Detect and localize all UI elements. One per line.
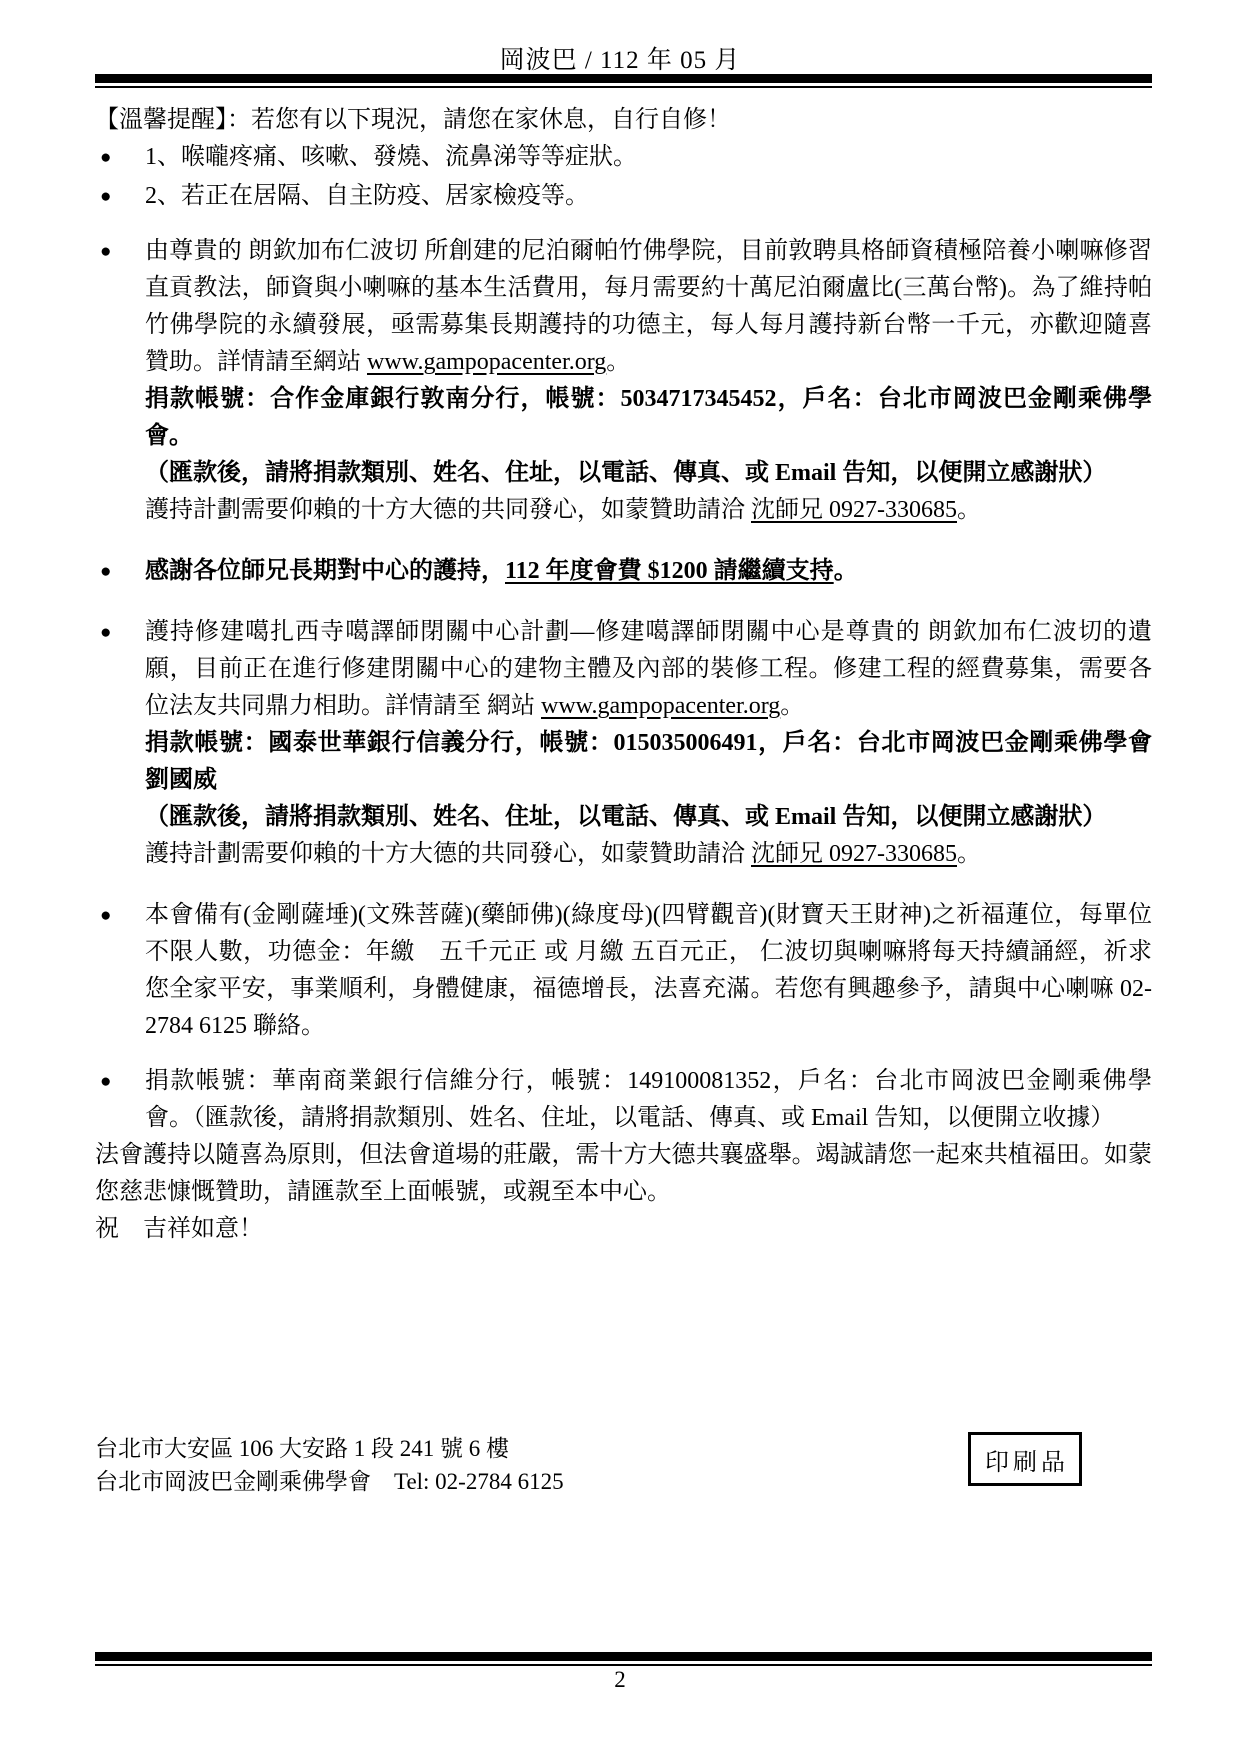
list-item-retreat-center	[95, 614, 1152, 873]
list-item-membership-fee	[95, 553, 1152, 590]
paragraph	[145, 139, 1152, 176]
remittance-note-line	[145, 455, 1152, 492]
donation-account-line	[145, 381, 1152, 455]
paragraph	[145, 553, 1152, 590]
text-run: 。	[957, 497, 981, 523]
paragraph	[145, 233, 1152, 381]
text-run: 捐款帳號：華南商業銀行信維分行，帳號：149100081352，戶名：台北市岡波巴金剛乘佛學會。（匯款後，請將捐款類別、姓名、住址，以電話、傳真、或 Email 告知，以便開立收據）	[145, 1068, 1152, 1131]
list-item-body	[145, 178, 1152, 215]
header-rule	[95, 74, 1152, 88]
text-run: 。	[606, 349, 631, 375]
text-run: 捐款帳號：國泰世華銀行信義分行，帳號：015035006491，戶名：台北市岡波巴金剛乘佛學會劉國威	[145, 730, 1152, 793]
reminder-heading: 【溫馨提醒】：若您有以下現況，請您在家休息，自行自修！	[95, 107, 731, 133]
text-run: 2、若正在居隔、自主防疫、居家檢疫等。	[145, 183, 589, 209]
text-run: 。	[780, 693, 805, 719]
bullet-icon: ●	[100, 241, 112, 262]
bullet-icon: ●	[100, 147, 112, 168]
text-run: 感謝各位師兄長期對中心的護持，	[145, 558, 505, 584]
paragraph	[145, 897, 1152, 1045]
text-run: 由尊貴的 朗欽加布仁波切 所創建的尼泊爾帕竹佛學院，目前敦聘具格師資積極陪養小喇嘛修習直貢教法，師資與小喇嘛的基本生活費用，每月需要約十萬尼泊爾盧比(三萬台幣)。為了維持帕竹佛學院的永續發展，亟需募集長期護持的功德主，每人每月護持新台幣一千元，亦歡迎隨喜贊助。詳情請至網站	[145, 238, 1152, 375]
list-item-blessing-tablets	[95, 897, 1152, 1045]
remittance-note-line	[145, 799, 1152, 836]
list-item-huanan-account	[95, 1063, 1152, 1137]
paragraph	[145, 1063, 1152, 1137]
page-number: 2	[614, 1667, 626, 1692]
blessing-line: 祝 吉祥如意！	[95, 1216, 263, 1242]
address-line-1: 台北市大安區 106 大安路 1 段 241 號 6 樓	[95, 1436, 509, 1461]
bullet-icon: ●	[100, 561, 112, 582]
contact-phone: 沈師兄 0927-330685	[751, 497, 957, 523]
list-item-symptoms	[95, 139, 1152, 176]
list-item-body	[145, 233, 1152, 529]
text-run: 捐款帳號：合作金庫銀行敦南分行，帳號：5034717345452，戶名：台北市岡波巴金剛乘佛學會。	[145, 386, 1152, 449]
list-item-body	[145, 1063, 1152, 1137]
list-item-buddhist-college	[95, 233, 1152, 529]
contact-line	[145, 492, 1152, 529]
text-run: 護持計劃需要仰賴的十方大德的共同發心，如蒙贊助請洽	[145, 497, 751, 523]
contact-phone: 沈師兄 0927-330685	[751, 841, 957, 867]
membership-fee-underline: 112 年度會費 $1200 請繼續支持	[505, 558, 834, 584]
contact-line	[145, 836, 1152, 873]
closing-paragraph: 法會護持以隨喜為原則，但法會道場的莊嚴，需十方大德共襄盛舉。竭誠請您一起來共植福田。如蒙您慈悲慷慨贊助，請匯款至上面帳號，或親至本中心。	[95, 1142, 1152, 1205]
printed-matter-stamp	[968, 1432, 1082, 1486]
stamp-label: 印刷品	[985, 1449, 1069, 1476]
text-run: 1、喉嚨疼痛、咳嗽、發燒、流鼻涕等等症狀。	[145, 144, 637, 170]
text-run: 護持修建噶扎西寺噶譯師閉關中心計劃—修建噶譯師閉關中心是尊貴的 朗欽加布仁波切的遺願，目前正在進行修建閉關中心的建物主體及內部的裝修工程。修建工程的經費募集，需要各位法友共同鼎力相助。詳情請至 網站	[145, 619, 1152, 719]
text-run: 。	[833, 558, 858, 584]
donation-account-line	[145, 725, 1152, 799]
text-run: （匯款後，請將捐款類別、姓名、住址，以電話、傳真、或 Email 告知，以便開立感謝狀）	[145, 460, 1107, 486]
bullet-icon: ●	[100, 622, 112, 643]
list-item-body	[145, 139, 1152, 176]
text-run: （匯款後，請將捐款類別、姓名、住址，以電話、傳真、或 Email 告知，以便開立感謝狀）	[145, 804, 1107, 830]
website-url: www.gampopacenter.org	[367, 349, 607, 375]
text-run: 護持計劃需要仰賴的十方大德的共同發心，如蒙贊助請洽	[145, 841, 751, 867]
address-block	[95, 1432, 564, 1498]
bullet-icon: ●	[100, 186, 112, 207]
list-item-body	[145, 553, 1152, 590]
page-header-title: 岡波巴 / 112 年 05 月	[499, 47, 741, 74]
bullet-icon: ●	[100, 1071, 112, 1092]
text-run: 本會備有(金剛薩埵)(文殊菩薩)(藥師佛)(綠度母)(四臂觀音)(財寶天王財神)之祈福蓮位，每單位不限人數，功德金：年繳 五千元正 或 月繳 五百元正， 仁波切與喇嘛將每天持續誦經，祈求您全家平安，事業順利，身體健康，福德增長，法喜充滿。若您有興趣參予，請與中心喇嘛 02-2784 6125 聯絡。	[145, 902, 1152, 1039]
text-run: 。	[957, 841, 981, 867]
document-body	[95, 102, 1152, 1248]
paragraph	[145, 178, 1152, 215]
website-url: www.gampopacenter.org	[541, 693, 781, 719]
list-item-body	[145, 897, 1152, 1045]
list-item-quarantine	[95, 178, 1152, 215]
paragraph	[145, 614, 1152, 725]
address-line-2: 台北市岡波巴金剛乘佛學會 Tel: 02-2784 6125	[95, 1469, 564, 1494]
footer-rule	[95, 1652, 1152, 1666]
bullet-icon: ●	[100, 905, 112, 926]
list-item-body	[145, 614, 1152, 873]
